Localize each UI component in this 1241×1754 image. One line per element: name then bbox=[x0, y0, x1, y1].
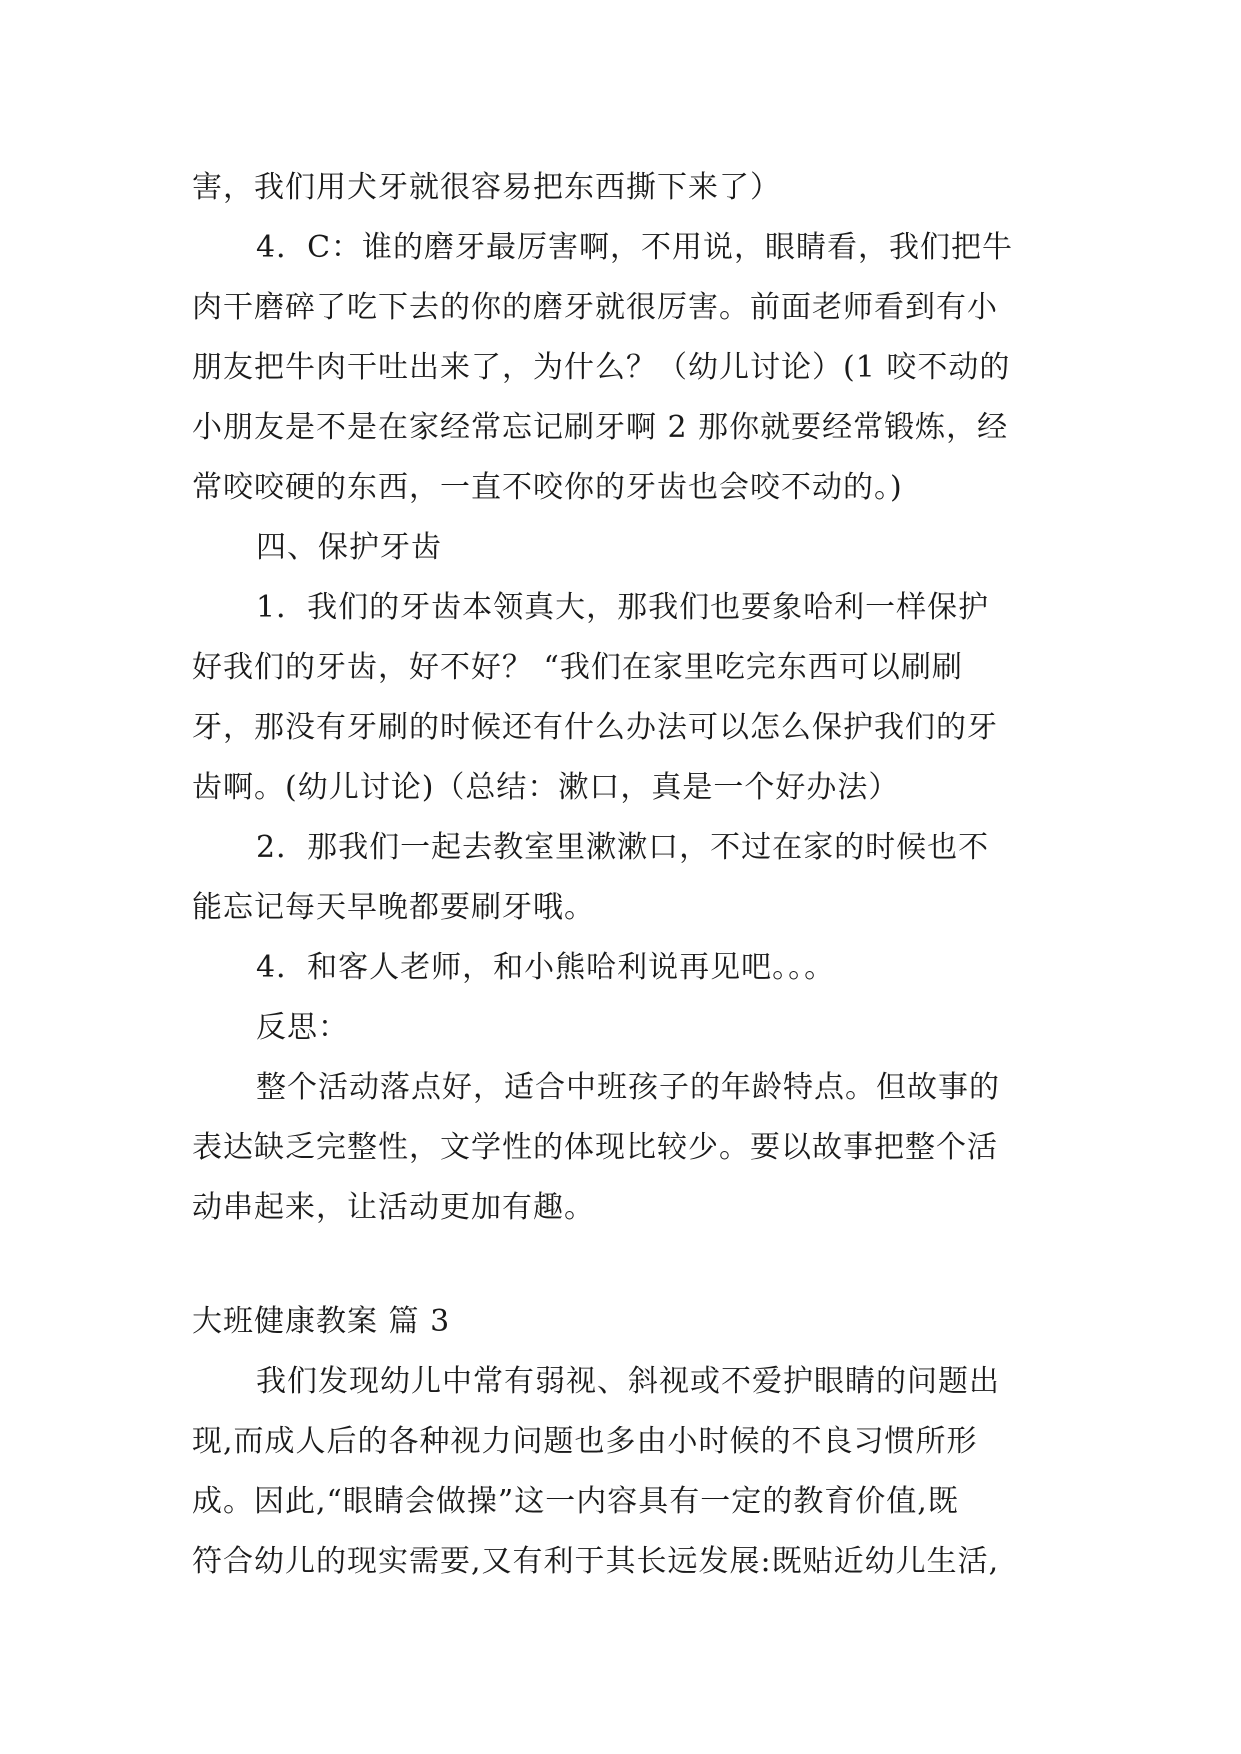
text-line: 整个活动落点好，适合中班孩子的年龄特点。但故事的 bbox=[256, 1070, 1000, 1105]
document-page bbox=[192, 158, 1052, 1592]
text-line: 肉干磨碎了吃下去的你的磨牙就很厉害。前面老师看到有小 bbox=[192, 290, 998, 325]
text-line: 1．我们的牙齿本领真大，那我们也要象哈利一样保护 bbox=[256, 590, 990, 625]
text-line: 小朋友是不是在家经常忘记刷牙啊 2 那你就要经常锻炼，经 bbox=[192, 410, 1009, 445]
text-line: 4．C：谁的磨牙最厉害啊，不用说，眼睛看，我们把牛 bbox=[256, 230, 1014, 265]
text-line: 齿啊。(幼儿讨论)（总结：漱口，真是一个好办法） bbox=[192, 770, 900, 805]
text-line: 动串起来，让活动更加有趣。 bbox=[192, 1190, 595, 1225]
reflection-label: 反思： bbox=[256, 1010, 349, 1045]
text-line: 常咬咬硬的东西，一直不咬你的牙齿也会咬不动的。) bbox=[192, 470, 903, 505]
text-line: 2．那我们一起去教室里漱漱口，不过在家的时候也不 bbox=[256, 830, 990, 865]
text-line: 害，我们用犬牙就很容易把东西撕下来了） bbox=[192, 170, 781, 205]
text-line: 朋友把牛肉干吐出来了，为什么？（幼儿讨论）(1 咬不动的 bbox=[192, 350, 1011, 385]
text-line: 现,而成人后的各种视力问题也多由小时候的不良习惯所形 bbox=[192, 1424, 978, 1459]
text-line: 我们发现幼儿中常有弱视、斜视或不爱护眼睛的问题出 bbox=[256, 1364, 1000, 1399]
text-line: 牙，那没有牙刷的时候还有什么办法可以怎么保护我们的牙 bbox=[192, 710, 998, 745]
text-line: 4．和客人老师，和小熊哈利说再见吧。。。 bbox=[256, 950, 836, 985]
section-heading: 四、保护牙齿 bbox=[256, 530, 442, 565]
text-line: 表达缺乏完整性，文学性的体现比较少。要以故事把整个活 bbox=[192, 1130, 998, 1165]
text-line: 好我们的牙齿，好不好？ “我们在家里吃完东西可以刷刷 bbox=[192, 650, 963, 685]
text-line: 成。因此,“眼睛会做操”这一内容具有一定的教育价值,既 bbox=[192, 1484, 959, 1519]
text-line: 符合幼儿的现实需要,又有利于其长远发展:既贴近幼儿生活, bbox=[192, 1544, 1000, 1579]
section-spacer bbox=[192, 1238, 1052, 1292]
section-title: 大班健康教案 篇 3 bbox=[192, 1304, 451, 1339]
text-line: 能忘记每天早晚都要刷牙哦。 bbox=[192, 890, 595, 925]
